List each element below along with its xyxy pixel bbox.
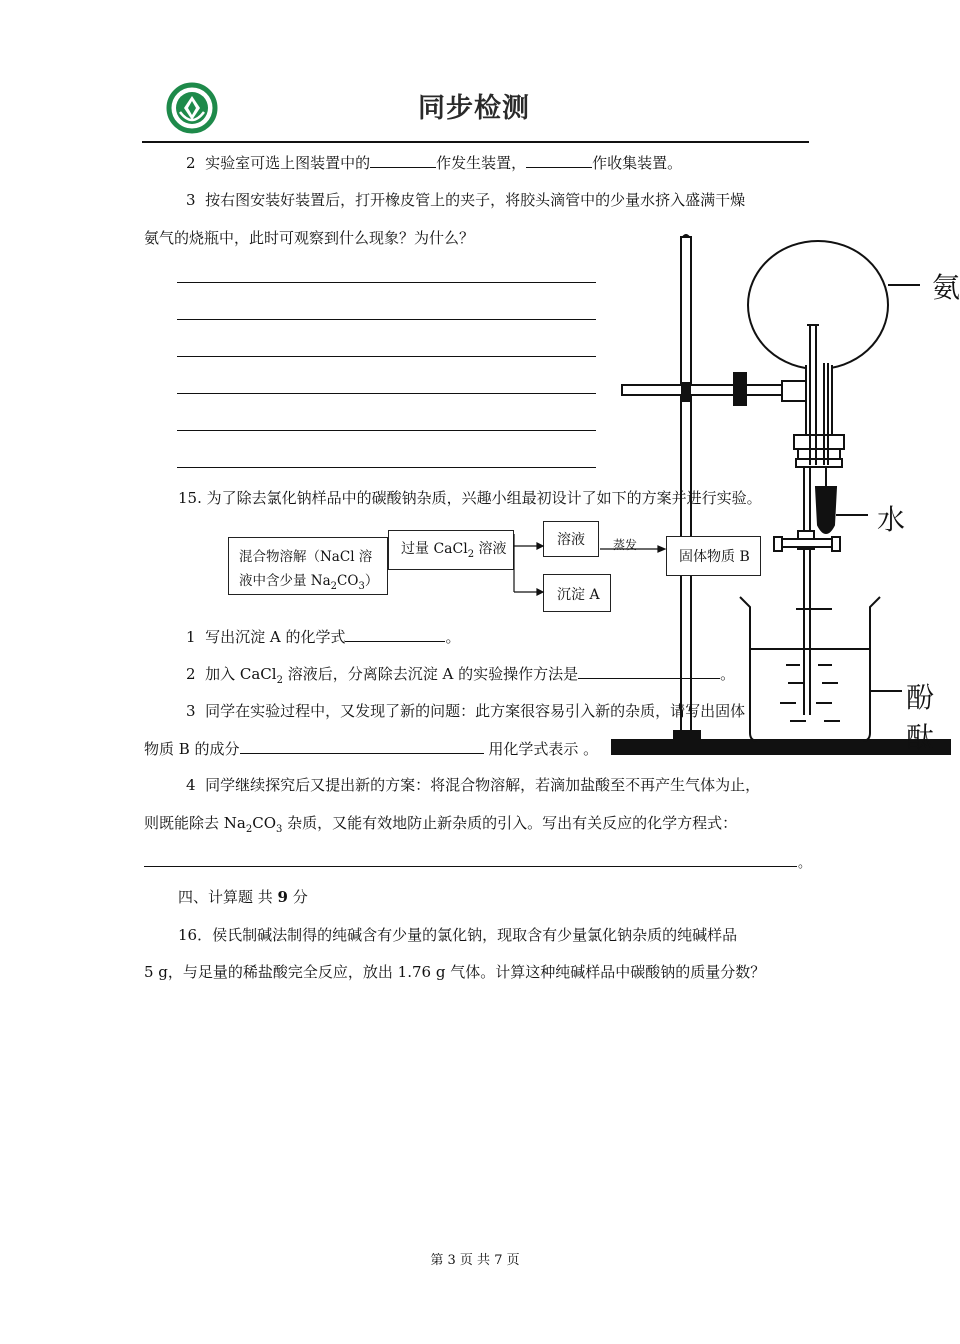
q16-line1: 16．侯氏制碱法制得的纯碱含有少量的氯化钠，现取含有少量氯化钠杂质的纯碱样品 [178, 926, 738, 944]
q16-line2: 5 g，与足量的稀盐酸完全反应，放出 1.76 g 气体。计算这种纯碱样品中碳酸钠的质量分数？ [144, 963, 766, 981]
q15-part2: 2 加入 CaCl$_2$ 溶液后，分离除去沉淀 A 的实验操作方法是 。 [186, 665, 736, 686]
section-heading: 四、计算题 共 9 分 [178, 888, 308, 906]
answer-blank[interactable] [578, 663, 720, 679]
header-rule [142, 141, 809, 143]
flow-box-mixture: 混合物溶解（NaCl 溶 液中含少量 $Na_2CO_3$） [228, 537, 388, 595]
flow-box-precipitate-a: 沉淀 A [543, 574, 611, 612]
page-number: 第 3 页 共 7 页 [430, 1253, 520, 1268]
flow-arrows [510, 530, 670, 600]
answer-blank[interactable] [526, 152, 592, 168]
flow-box-solid-b: 固体物质 B [666, 536, 761, 576]
q14-part3-line2: 氨气的烧瓶中，此时可观察到什么现象？为什么？ [144, 229, 475, 247]
equation-end: 。 [798, 856, 812, 871]
q15-part4-line1: 4 同学继续探究后又提出新的方案：将混合物溶解，若滴加盐酸至不再产生气体为止， [186, 776, 761, 794]
answer-line[interactable] [177, 319, 596, 320]
answer-blank[interactable] [345, 626, 445, 642]
equation-answer-line[interactable] [144, 866, 797, 867]
answer-line[interactable] [177, 282, 596, 283]
answer-blank[interactable] [240, 738, 484, 754]
evaporate-label: 蒸发 [613, 538, 638, 552]
flask-label: 氨 [932, 271, 960, 304]
flow-box-solution: 溶液 [543, 521, 599, 557]
q15-intro: 15. 为了除去氯化钠样品中的碳酸钠杂质，兴趣小组最初设计了如下的方案并进行实验。 [178, 489, 762, 507]
water-label: 水 [877, 503, 906, 536]
answer-line[interactable] [177, 356, 596, 357]
q14-part3-line1: 3 按右图安装好装置后，打开橡皮管上的夹子，将胶头滴管中的少量水挤入盛满干燥 [186, 191, 746, 209]
q15-part3-line1: 3 同学在实验过程中，又发现了新的问题：此方案很容易引入新的杂质，请写出固体 [186, 702, 746, 720]
logo [166, 82, 218, 134]
q15-part4-line2: 则既能除去 $Na_2CO_3$ 杂质，又能有效地防止新杂质的引入。写出有关反应的化学方程式： [144, 814, 738, 835]
page-title: 同步检测 [418, 93, 530, 124]
q15-part1: 1 写出沉淀 A 的化学式 。 [186, 628, 461, 646]
answer-line[interactable] [177, 467, 596, 468]
answer-blank[interactable] [370, 152, 436, 168]
q15-part3-line2: 物质 B 的成分 用化学式表示 。 [144, 740, 599, 758]
flow-box-reagent: 过量 CaCl$_2$ 溶液 [388, 530, 514, 570]
beaker-label: 酚酞 [906, 681, 935, 754]
answer-line[interactable] [177, 393, 596, 394]
q14-part2: 2 实验室可选上图装置中的 作发生装置， 作收集装置。 [186, 154, 683, 172]
answer-line[interactable] [177, 430, 596, 431]
